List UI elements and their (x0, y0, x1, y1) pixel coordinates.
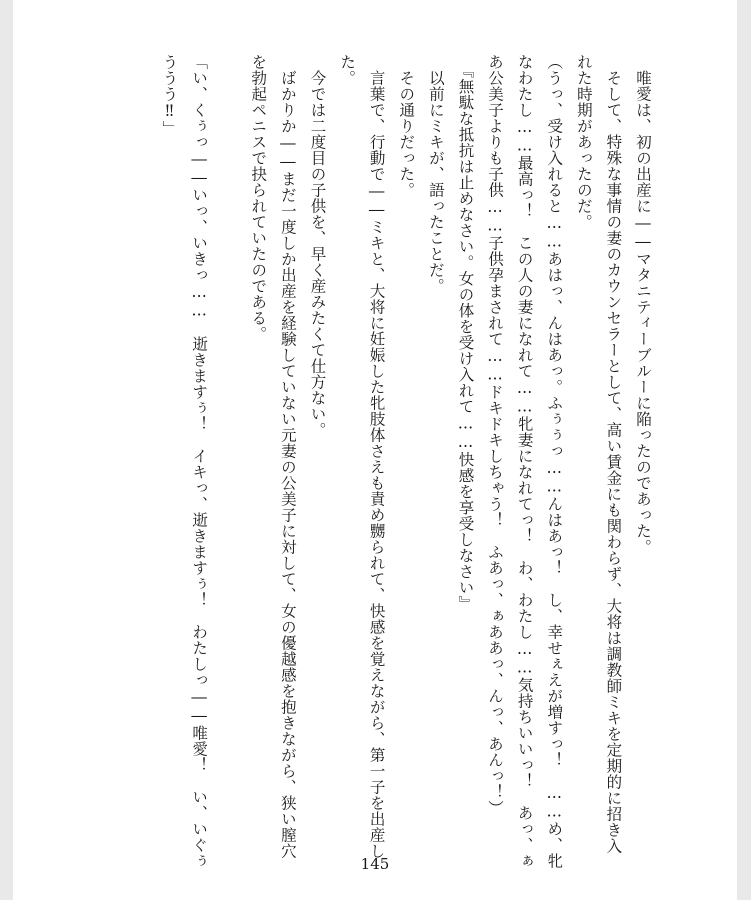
text-line: ううう‼」 (160, 54, 179, 137)
text-line: た。 (338, 54, 357, 86)
text-line: （うっ、受け入れると……あはっ、んはあっ。ふぅぅっ……んはあっ！ し、幸せぇえが増すっ！ ……め、牝 (545, 54, 564, 869)
text-line: あ公美子よりも子供……子供孕まされて……ドキドキしちゃう！ ふあっ、ぁああっ、んっ、あんっ！） (486, 54, 505, 816)
blank-line (213, 54, 243, 774)
text-line: そして、特殊な事情の妻のカウンセラーとして、高い賃金にも関わらず、大将は調教師ミキを定期的に招き入 (604, 54, 623, 854)
text-line: 「い、くぅっ――いっ、いきっ…… 逝きますぅ！ イキっ、逝きますぅ！ わたしっ――唯愛！ い、いぐぅ (190, 54, 209, 869)
text-line: 『無駄な抵抗は止めなさい。女の体を受け入れて……快感を享受しなさい』 (456, 54, 475, 612)
book-page (13, 0, 737, 900)
text-line: を勃起ペニスで抉られていたのである。 (249, 54, 268, 342)
text-line: ばかりか――まだ一度しか出産を経験していない元妻の公美子に対して、女の優越感を抱きながら、狭い膣穴 (278, 54, 297, 859)
text-line: その通りだった。 (397, 54, 416, 198)
text-line: 以前にミキが、語ったことだ。 (426, 54, 445, 294)
text-line: 唯愛は、初の出産に――マタニティーブルーに陥ったのであった。 (634, 54, 652, 555)
text-line: 今では二度目の子供を、早く産みたくて仕方ない。 (308, 54, 327, 438)
text-line: れた時期があったのだ。 (574, 54, 593, 230)
text-line: なわたし……最高っ！ この人の妻になれて……牝妻になれてっ！ わ、わたし……気持ちいいっ！ あっ、ぁ (515, 54, 534, 869)
page-number: 145 (360, 855, 390, 873)
text-line: 言葉で、行動で――ミキと、大将に妊娠した牝肢体さえも責め嬲られて、快感を覚えながら、第一子を出産し (367, 54, 386, 859)
